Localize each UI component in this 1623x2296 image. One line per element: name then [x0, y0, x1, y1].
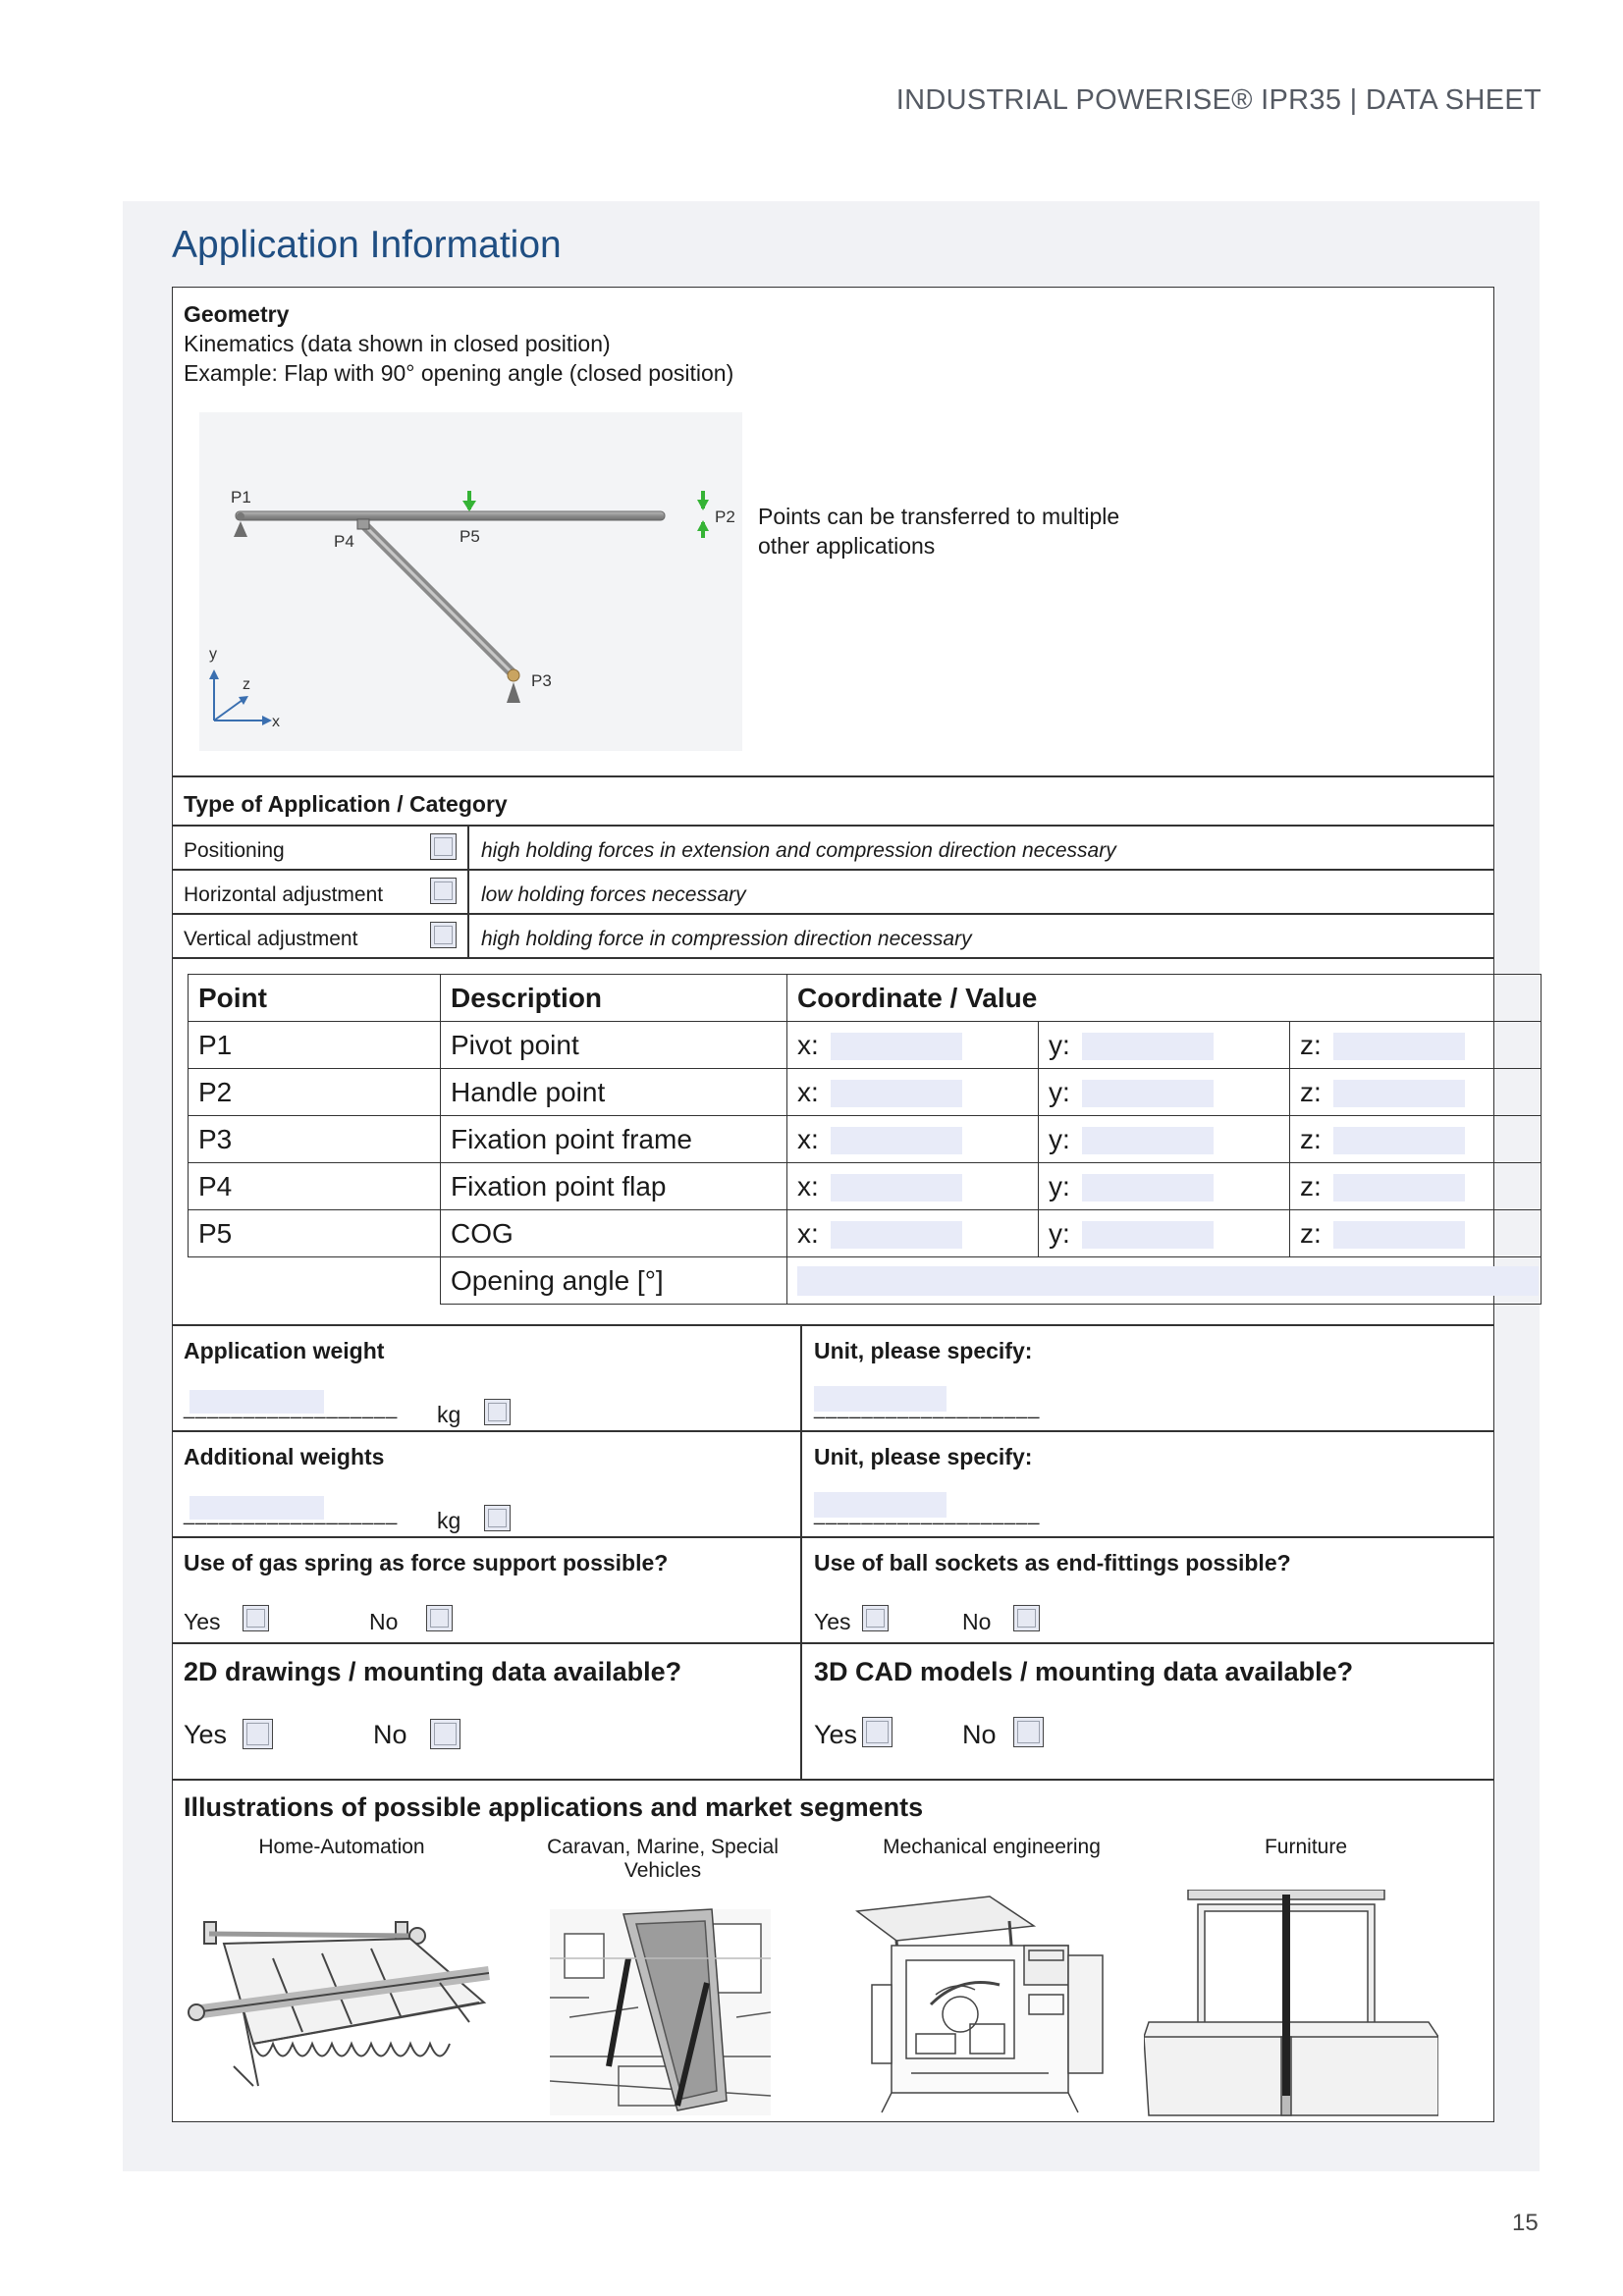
coord-x-cell: [787, 1116, 1039, 1163]
coord-x-input[interactable]: [831, 1174, 962, 1201]
kinematics-diagram-svg: [199, 412, 742, 751]
axis-x-label: x:: [797, 1123, 819, 1154]
axis-y-label: y:: [1049, 1170, 1070, 1201]
gas-spring-question: Use of gas spring as force support possible?: [184, 1550, 669, 1575]
header-coordinate: Coordinate / Value: [787, 975, 1542, 1022]
coord-x-cell: [787, 1210, 1039, 1257]
axis-z-label: z:: [1300, 1029, 1322, 1060]
geometry-heading: Geometry: [184, 301, 290, 327]
category-desc-positioning: high holding forces in extension and compression direction necessary: [481, 839, 1116, 862]
opening-angle-cell: [787, 1257, 1542, 1305]
additional-weights-kg-checkbox[interactable]: [484, 1505, 511, 1531]
coord-z-input[interactable]: [1333, 1127, 1465, 1154]
caravan-illustration: [550, 1899, 771, 2120]
coord-z-cell: [1290, 1163, 1542, 1210]
coord-y-cell: [1039, 1163, 1290, 1210]
header-description: Description: [441, 975, 787, 1022]
header-point: Point: [189, 975, 441, 1022]
header-title: INDUSTRIAL POWERISE® IPR35 | DATA SHEET: [895, 84, 1542, 116]
label-p5: P5: [460, 527, 480, 546]
coord-y-input[interactable]: [1082, 1033, 1214, 1060]
axis-z-label: z:: [1300, 1170, 1322, 1201]
additional-weights-label: Additional weights: [184, 1444, 385, 1469]
point-id: P1: [189, 1022, 441, 1069]
p1-pivot: [237, 512, 244, 520]
application-weight-kg-checkbox[interactable]: [484, 1399, 511, 1425]
p4-bracket: [357, 519, 369, 529]
p5-arrow-icon: [462, 501, 476, 511]
page-number: 15: [1512, 2210, 1539, 2236]
unit-specify-underline: ___________________: [814, 1398, 1041, 1419]
category-desc-horizontal: low holding forces necessary: [481, 883, 746, 906]
drawings-2d-question: 2D drawings / mounting data available?: [184, 1657, 682, 1686]
checkbox-vertical-adjustment[interactable]: [430, 922, 457, 948]
cad-3d-yes-checkbox[interactable]: [862, 1717, 893, 1747]
coord-x-input[interactable]: [831, 1033, 962, 1060]
axis-label-y: y: [209, 646, 217, 663]
divider: [172, 1430, 1494, 1432]
axis-label-x: x: [272, 714, 280, 730]
divider: [172, 913, 1494, 915]
furniture-illustration: [1144, 1890, 1438, 2120]
checkbox-horizontal-adjustment[interactable]: [430, 878, 457, 904]
axis-x-label: x:: [797, 1029, 819, 1060]
flap-bar: [236, 511, 665, 520]
label-p1: P1: [231, 488, 251, 507]
axis-y-label: y:: [1049, 1076, 1070, 1107]
unit-specify-label: Unit, please specify:: [814, 1444, 1033, 1469]
geometry-line1: Kinematics (data shown in closed position): [184, 331, 611, 356]
ball-sockets-question: Use of ball sockets as end-fittings possible?: [814, 1550, 1291, 1575]
point-id: P2: [189, 1069, 441, 1116]
gas-spring-highlight: [368, 529, 512, 672]
point-description: Handle point: [441, 1069, 787, 1116]
point-description: Pivot point: [441, 1022, 787, 1069]
y-axis-arrow-icon: [209, 669, 219, 679]
axis-x-label: x:: [797, 1217, 819, 1249]
coord-x-cell: [787, 1022, 1039, 1069]
coord-x-input[interactable]: [831, 1080, 962, 1107]
application-weight-unit: kg: [437, 1402, 461, 1427]
diagram-note-line1: Points can be transferred to multiple: [758, 504, 1120, 529]
opening-angle-input[interactable]: [797, 1266, 1539, 1296]
drawings-2d-yes-checkbox[interactable]: [243, 1719, 273, 1749]
table-row: [189, 1163, 1542, 1210]
label-p3: P3: [531, 671, 552, 690]
coord-y-input[interactable]: [1082, 1127, 1214, 1154]
category-label-horizontal: Horizontal adjustment: [184, 883, 384, 906]
awning-icon: [185, 1914, 509, 2110]
divider: [172, 869, 1494, 871]
axis-z-label: z:: [1300, 1123, 1322, 1154]
point-description: Fixation point flap: [441, 1163, 787, 1210]
axis-z-label: z:: [1300, 1217, 1322, 1249]
point-description: COG: [441, 1210, 787, 1257]
coord-y-cell: [1039, 1116, 1290, 1163]
divider: [172, 1779, 1494, 1781]
divider: [172, 825, 1494, 827]
axis-y-label: y:: [1049, 1029, 1070, 1060]
coord-y-input[interactable]: [1082, 1221, 1214, 1249]
z-axis: [214, 700, 243, 721]
drawings-2d-no-label: No: [373, 1720, 407, 1749]
kinematics-diagram: [199, 412, 742, 751]
x-axis-arrow-icon: [262, 716, 272, 725]
coord-y-cell: [1039, 1210, 1290, 1257]
point-id: P3: [189, 1116, 441, 1163]
table-row: [189, 1069, 1542, 1116]
points-table: [188, 974, 1542, 1305]
divider: [172, 957, 1494, 959]
ball-sockets-yes-label: Yes: [814, 1609, 851, 1634]
points-table-header: [189, 975, 1542, 1022]
ball-sockets-yes-checkbox[interactable]: [862, 1605, 889, 1631]
application-weight-label: Application weight: [184, 1338, 385, 1363]
gas-spring-yes-label: Yes: [184, 1609, 221, 1634]
axis-y-label: y:: [1049, 1123, 1070, 1154]
coord-z-input[interactable]: [1333, 1033, 1465, 1060]
point-description: Fixation point frame: [441, 1116, 787, 1163]
column-divider: [800, 1324, 802, 1780]
point-id: P4: [189, 1163, 441, 1210]
axis-x-label: x:: [797, 1170, 819, 1201]
p1-support-icon: [234, 521, 247, 537]
divider: [172, 1536, 1494, 1538]
additional-weights-underline: __________________: [184, 1504, 399, 1525]
coord-y-input[interactable]: [1082, 1174, 1214, 1201]
p2-arrow-down-icon: [697, 500, 709, 510]
tv-lift-icon: [1144, 1890, 1438, 2120]
category-desc-vertical: high holding force in compression direction necessary: [481, 928, 972, 950]
caravan-hatch-icon: [550, 1899, 771, 2120]
additional-weights-unit: kg: [437, 1508, 461, 1533]
application-weight-underline: __________________: [184, 1398, 399, 1419]
opening-angle-label: Opening angle [°]: [441, 1257, 787, 1305]
machine-icon: [852, 1887, 1108, 2122]
coord-z-cell: [1290, 1210, 1542, 1257]
gas-spring-no-checkbox[interactable]: [426, 1605, 453, 1631]
p3-pivot: [508, 669, 519, 681]
p2-arrow-up-icon: [697, 520, 709, 531]
gas-spring-no-label: No: [369, 1609, 399, 1634]
segment-label-mechanical: Mechanical engineering: [883, 1836, 1101, 1858]
point-id: P5: [189, 1210, 441, 1257]
axis-label-z: z: [243, 676, 250, 693]
section-title: Application Information: [172, 224, 562, 266]
axis-x-label: x:: [797, 1076, 819, 1107]
cad-3d-no-checkbox[interactable]: [1013, 1717, 1044, 1747]
coord-x-cell: [787, 1163, 1039, 1210]
category-label-vertical: Vertical adjustment: [184, 928, 358, 950]
coord-z-cell: [1290, 1022, 1542, 1069]
drawings-2d-yes-label: Yes: [184, 1720, 228, 1749]
table-row: [189, 1116, 1542, 1163]
segment-label-home-automation: Home-Automation: [258, 1836, 425, 1858]
coord-x-cell: [787, 1069, 1039, 1116]
drawings-2d-no-checkbox[interactable]: [430, 1719, 460, 1749]
coord-z-input[interactable]: [1333, 1221, 1465, 1249]
illustrations-heading: Illustrations of possible applications and market segments: [184, 1792, 924, 1822]
empty-cell: [189, 1257, 441, 1305]
z-axis-arrow-icon: [239, 696, 248, 705]
coord-z-input[interactable]: [1333, 1174, 1465, 1201]
table-row: [189, 1022, 1542, 1069]
cad-3d-question: 3D CAD models / mounting data available?: [814, 1657, 1354, 1686]
table-row: [189, 1210, 1542, 1257]
coord-z-input[interactable]: [1333, 1080, 1465, 1107]
unit-specify-label: Unit, please specify:: [814, 1338, 1033, 1363]
divider: [172, 775, 1494, 777]
coord-y-input[interactable]: [1082, 1080, 1214, 1107]
coord-z-cell: [1290, 1116, 1542, 1163]
label-p4: P4: [334, 532, 354, 551]
category-heading: Type of Application / Category: [184, 791, 508, 817]
divider: [172, 1324, 1494, 1326]
segment-label-furniture: Furniture: [1264, 1836, 1348, 1858]
p3-support-icon: [507, 682, 520, 703]
coord-z-cell: [1290, 1069, 1542, 1116]
coord-x-input[interactable]: [831, 1127, 962, 1154]
ball-sockets-no-checkbox[interactable]: [1013, 1605, 1040, 1631]
home-automation-illustration: [185, 1914, 509, 2110]
coord-x-input[interactable]: [831, 1221, 962, 1249]
diagram-note-line2: other applications: [758, 533, 936, 559]
cad-3d-yes-label: Yes: [814, 1720, 858, 1749]
axis-y-label: y:: [1049, 1217, 1070, 1249]
cad-3d-no-label: No: [962, 1720, 997, 1749]
coord-y-cell: [1039, 1069, 1290, 1116]
category-label-positioning: Positioning: [184, 839, 285, 862]
segment-label-caravan: Caravan, Marine, Special Vehicles: [547, 1836, 779, 1882]
mechanical-engineering-illustration: [852, 1887, 1108, 2122]
label-p2: P2: [715, 507, 735, 526]
category-column-divider: [467, 825, 469, 957]
axis-z-label: z:: [1300, 1076, 1322, 1107]
geometry-line2: Example: Flap with 90° opening angle (closed position): [184, 360, 734, 386]
ball-sockets-no-label: No: [962, 1609, 992, 1634]
unit-specify-underline: ___________________: [814, 1504, 1041, 1525]
divider: [172, 1642, 1494, 1644]
table-row-opening-angle: [189, 1257, 1542, 1305]
coord-y-cell: [1039, 1022, 1290, 1069]
checkbox-positioning[interactable]: [430, 833, 457, 860]
gas-spring-yes-checkbox[interactable]: [243, 1605, 269, 1631]
